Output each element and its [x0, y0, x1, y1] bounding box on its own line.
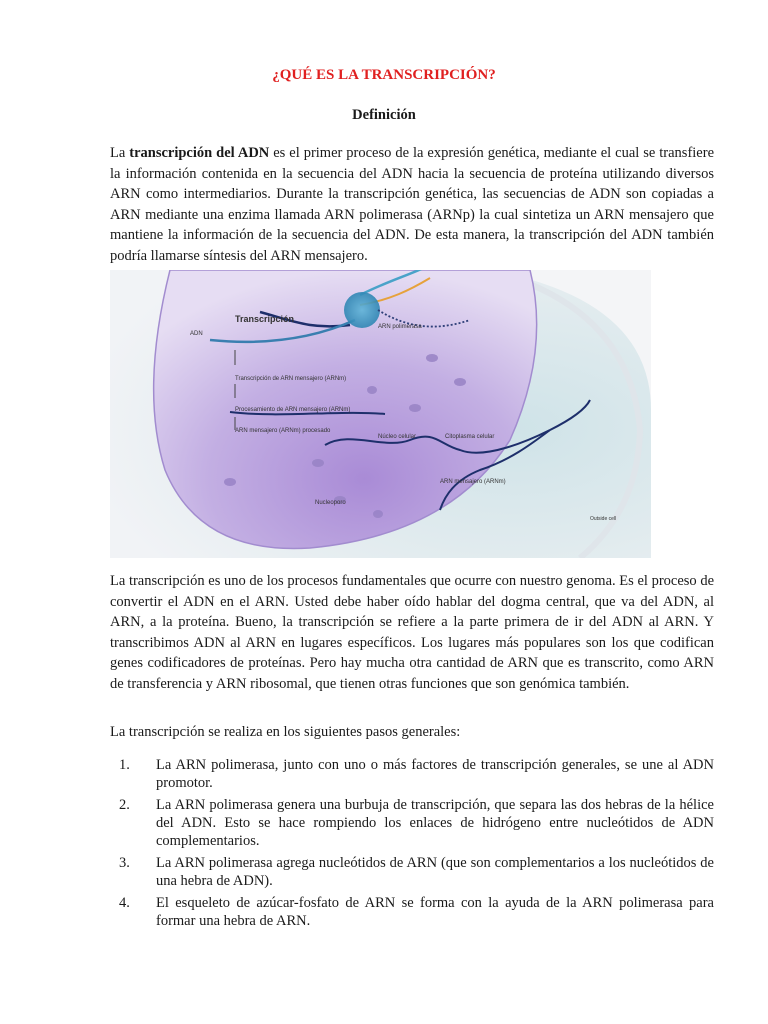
list-item: [110, 796, 714, 850]
list-item: [110, 756, 714, 792]
label-nucleo: Núcleo celular: [378, 434, 417, 440]
label-arnm-procesado: ARN mensajero (ARNm) procesado: [235, 428, 331, 434]
label-procesamiento: Procesamiento de ARN mensajero (ARNm): [235, 407, 351, 413]
step-number: 4.: [119, 895, 130, 911]
step-number: 3.: [119, 855, 130, 871]
figure-heading: Transcripción: [235, 314, 295, 324]
label-arnm: ARN mensajero (ARNm): [440, 479, 506, 485]
transcription-figure: [110, 270, 651, 558]
intro-bold-term: transcripción del ADN: [129, 145, 270, 161]
label-outside-cell: Outside cell: [590, 516, 617, 522]
steps-list: [110, 756, 714, 934]
list-item: [110, 854, 714, 890]
label-nucleoporo: Nucleoporo: [315, 500, 346, 506]
section-subtitle: Definición: [352, 107, 416, 123]
intro-rest: es el primer proceso de la expresión genética, mediante el cual se transfiere la información contenida en la secuencia del ADN hacia la secuencia de proteína utilizando diversos ARN como intermediarios. Durante la transcripción genética, las secuencias de ADN son copiadas a ARN mediante una enzima llamada ARN polimerasa (ARNp) la cual sintetiza un ARN mensajero que mantiene la información de la secuencia del ADN. De esta manera, la transcripción del ADN también podría llamarse síntesis del ARN mensajero.: [110, 145, 715, 264]
step-text: El esqueleto de azúcar-fosfato de ARN se forma con la ayuda de la ARN polimerasa para formar una hebra de ARN.: [156, 895, 714, 929]
label-transcripcion-arnm: Transcripción de ARN mensajero (ARNm): [235, 376, 347, 382]
transcription-diagram: [110, 270, 651, 558]
page-title: ¿QUÉ ES LA TRANSCRIPCIÓN?: [272, 67, 496, 83]
step-text: La ARN polimerasa, junto con uno o más factores de transcripción generales, se une al ADN promotor.: [156, 757, 714, 791]
label-adn: ADN: [190, 331, 203, 337]
step-number: 2.: [119, 797, 130, 813]
step-text: La ARN polimerasa agrega nucleótidos de ARN (que son complementarios a los nucleótidos de una hebra de ADN).: [156, 855, 714, 889]
label-arn-polimerasa: ARN polimerasa: [378, 324, 422, 330]
rna-polymerase: [344, 292, 380, 328]
step-text: La ARN polimerasa genera una burbuja de transcripción, que separa las dos hebras de la hélice del ADN. Esto se hace rompiendo los enlaces de hidrógeno entre nucleótidos de ADN complementarios.: [156, 797, 714, 849]
label-citoplasma: Citoplasma celular: [445, 434, 495, 440]
intro-lead: La: [110, 145, 130, 161]
intro-paragraph: [110, 143, 714, 266]
paragraph-dogma: La transcripción es uno de los procesos fundamentales que ocurre con nuestro genoma. Es el proceso de convertir el ADN en el ARN. Usted debe haber oído hablar del dogma central, que va del ADN, al ARN, a la proteína. Bueno, la transcripción se refiere a la parte primera de ir del ADN al ARN. Y transcribimos ADN al ARN en lugares específicos. Los lugares más populares son los que codifican genes codificadores de proteínas. Pero hay mucha otra cantidad de ARN que es transcrito, como ARN de transferencia y ARN ribosomal, que tienen otras funciones que son genómica también.: [110, 573, 714, 692]
paragraph-steps-intro: La transcripción se realiza en los siguientes pasos generales:: [110, 724, 461, 740]
list-item: [110, 894, 714, 930]
step-number: 1.: [119, 757, 130, 773]
